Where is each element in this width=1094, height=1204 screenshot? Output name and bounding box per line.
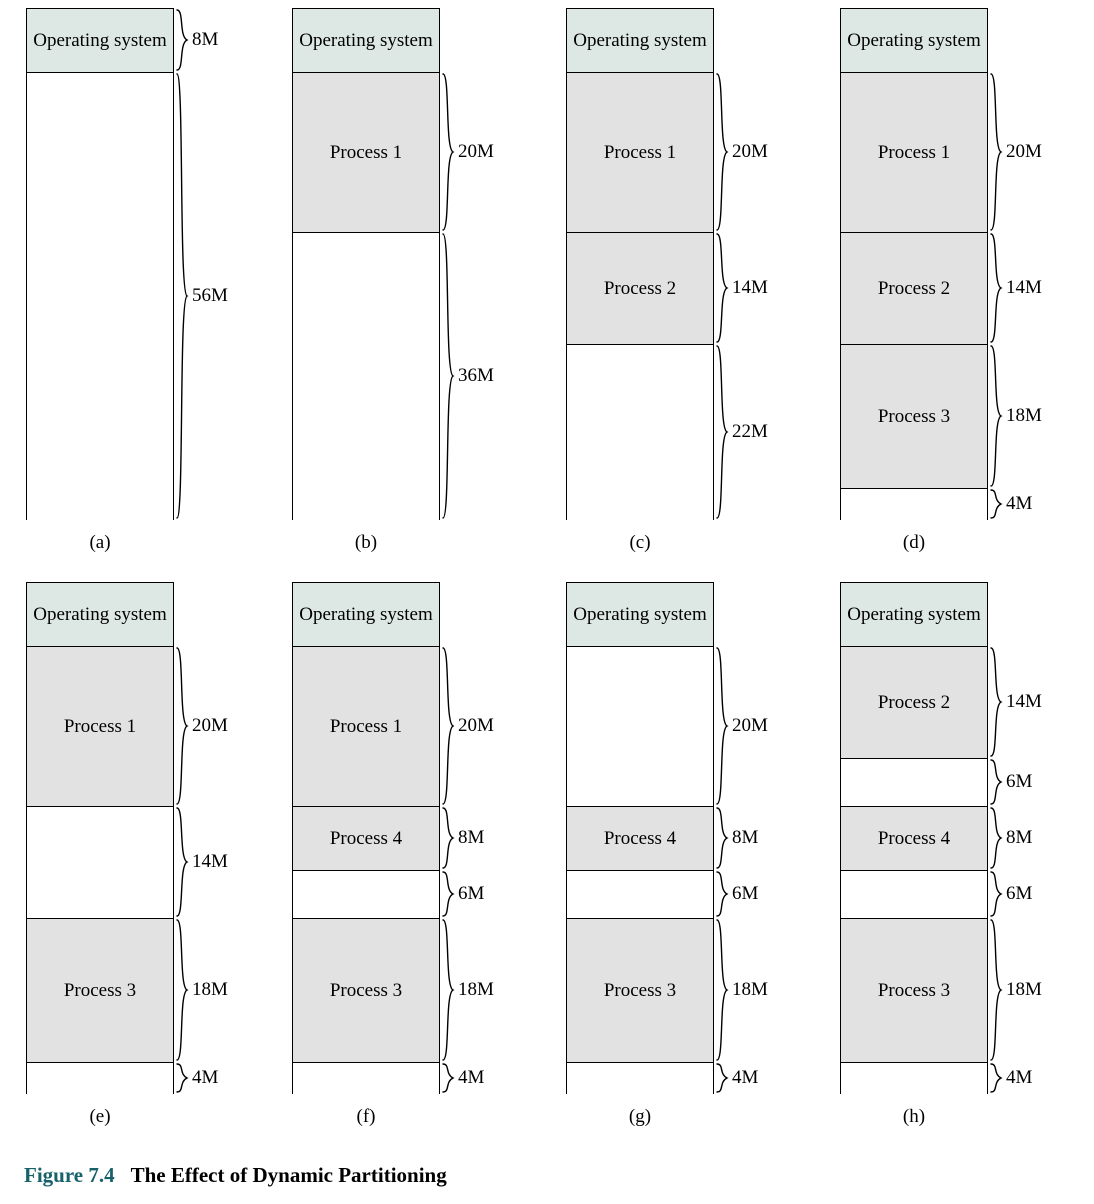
- size-measure: [716, 870, 758, 918]
- process-block: [293, 807, 439, 871]
- free-block: [567, 647, 713, 807]
- block-label: Operating system: [33, 29, 167, 51]
- size-label: 20M: [732, 141, 768, 162]
- block-label: Process 2: [603, 277, 677, 299]
- free-block: [841, 871, 987, 919]
- process-block: [841, 807, 987, 871]
- memory-column: [840, 8, 988, 520]
- block-label: Process 4: [329, 827, 403, 849]
- size-measure: [442, 870, 484, 918]
- free-block: [293, 1063, 439, 1095]
- size-label: 22M: [732, 421, 768, 442]
- panel-caption: (h): [902, 1106, 926, 1127]
- size-measure: [716, 232, 768, 344]
- size-measure: [176, 918, 228, 1062]
- os-block: [27, 9, 173, 73]
- os-block: [567, 9, 713, 73]
- block-label: Operating system: [847, 603, 981, 625]
- size-label: 20M: [732, 715, 768, 736]
- memory-column: [566, 582, 714, 1094]
- panel-caption: (d): [902, 532, 926, 553]
- panel-caption: (b): [354, 532, 378, 553]
- free-block: [293, 233, 439, 521]
- size-measure: [442, 232, 494, 520]
- process-block: [841, 919, 987, 1063]
- size-measure: [176, 72, 228, 520]
- size-measure: [442, 806, 484, 870]
- size-measure: [442, 646, 494, 806]
- process-block: [841, 73, 987, 233]
- size-measure: [990, 870, 1032, 918]
- process-block: [567, 919, 713, 1063]
- size-label: 8M: [732, 827, 759, 848]
- size-label: 18M: [1006, 405, 1042, 426]
- panel-caption: (f): [356, 1106, 376, 1127]
- size-label: 18M: [732, 979, 768, 1000]
- block-label: Process 1: [329, 141, 403, 163]
- size-label: 56M: [192, 285, 228, 306]
- memory-column: [292, 8, 440, 520]
- size-measure: [176, 8, 218, 72]
- panel-caption: (e): [89, 1106, 111, 1127]
- size-label: 36M: [458, 365, 494, 386]
- block-label: Operating system: [299, 603, 433, 625]
- block-label: Process 1: [603, 141, 677, 163]
- size-label: 20M: [192, 715, 228, 736]
- block-label: Process 1: [877, 141, 951, 163]
- block-label: Process 2: [877, 691, 951, 713]
- memory-column: [292, 582, 440, 1094]
- block-label: Operating system: [573, 29, 707, 51]
- size-label: 14M: [1006, 277, 1042, 298]
- size-label: 4M: [458, 1067, 485, 1088]
- size-measure: [990, 918, 1042, 1062]
- block-label: Operating system: [573, 603, 707, 625]
- process-block: [293, 919, 439, 1063]
- free-block: [841, 759, 987, 807]
- size-measure: [990, 488, 1032, 520]
- size-label: 6M: [1006, 771, 1033, 792]
- figure-caption: [24, 1163, 447, 1188]
- size-measure: [176, 646, 228, 806]
- block-label: Process 4: [603, 827, 677, 849]
- process-block: [567, 807, 713, 871]
- block-label: Process 2: [877, 277, 951, 299]
- process-block: [567, 233, 713, 345]
- size-measure: [990, 806, 1032, 870]
- block-label: Process 3: [877, 979, 951, 1001]
- free-block: [841, 489, 987, 521]
- block-label: Operating system: [33, 603, 167, 625]
- size-measure: [716, 1062, 758, 1094]
- size-label: 6M: [1006, 883, 1033, 904]
- free-block: [27, 73, 173, 521]
- size-label: 14M: [192, 851, 228, 872]
- memory-column: [26, 582, 174, 1094]
- block-label: Operating system: [299, 29, 433, 51]
- size-measure: [990, 232, 1042, 344]
- memory-column: [566, 8, 714, 520]
- process-block: [293, 73, 439, 233]
- size-label: 8M: [1006, 827, 1033, 848]
- process-block: [27, 919, 173, 1063]
- panel-caption: (c): [629, 532, 651, 553]
- block-label: Process 4: [877, 827, 951, 849]
- process-block: [841, 233, 987, 345]
- memory-column: [26, 8, 174, 520]
- size-label: 20M: [1006, 141, 1042, 162]
- free-block: [567, 871, 713, 919]
- size-label: 6M: [732, 883, 759, 904]
- size-label: 18M: [1006, 979, 1042, 1000]
- size-measure: [990, 758, 1032, 806]
- free-block: [293, 871, 439, 919]
- process-block: [27, 647, 173, 807]
- size-measure: [716, 918, 768, 1062]
- size-measure: [990, 646, 1042, 758]
- size-label: 14M: [1006, 691, 1042, 712]
- free-block: [841, 1063, 987, 1095]
- free-block: [567, 1063, 713, 1095]
- size-measure: [442, 1062, 484, 1094]
- process-block: [841, 647, 987, 759]
- size-measure: [442, 918, 494, 1062]
- os-block: [293, 9, 439, 73]
- block-label: Process 1: [63, 715, 137, 737]
- size-label: 18M: [458, 979, 494, 1000]
- size-label: 4M: [192, 1067, 219, 1088]
- block-label: Process 3: [329, 979, 403, 1001]
- size-label: 4M: [732, 1067, 759, 1088]
- size-label: 4M: [1006, 493, 1033, 514]
- os-block: [27, 583, 173, 647]
- panel-caption: (a): [89, 532, 111, 553]
- block-label: Process 1: [329, 715, 403, 737]
- size-measure: [176, 806, 228, 918]
- size-measure: [716, 344, 768, 520]
- size-measure: [990, 344, 1042, 488]
- size-measure: [716, 72, 768, 232]
- block-label: Process 3: [63, 979, 137, 1001]
- size-label: 20M: [458, 715, 494, 736]
- free-block: [27, 807, 173, 919]
- size-label: 20M: [458, 141, 494, 162]
- os-block: [841, 9, 987, 73]
- size-label: 8M: [458, 827, 485, 848]
- memory-column: [840, 582, 988, 1094]
- figure-title: The Effect of Dynamic Partitioning: [130, 1163, 447, 1187]
- size-label: 14M: [732, 277, 768, 298]
- os-block: [293, 583, 439, 647]
- size-label: 4M: [1006, 1067, 1033, 1088]
- figure-number: Figure 7.4: [24, 1163, 115, 1187]
- free-block: [567, 345, 713, 521]
- free-block: [27, 1063, 173, 1095]
- size-measure: [716, 646, 768, 806]
- process-block: [567, 73, 713, 233]
- process-block: [293, 647, 439, 807]
- process-block: [841, 345, 987, 489]
- panel-caption: (g): [628, 1106, 652, 1127]
- size-measure: [716, 806, 758, 870]
- size-measure: [990, 1062, 1032, 1094]
- block-label: Process 3: [877, 405, 951, 427]
- size-measure: [176, 1062, 218, 1094]
- block-label: Operating system: [847, 29, 981, 51]
- block-label: Process 3: [603, 979, 677, 1001]
- size-label: 6M: [458, 883, 485, 904]
- os-block: [567, 583, 713, 647]
- size-label: 8M: [192, 29, 219, 50]
- size-label: 18M: [192, 979, 228, 1000]
- size-measure: [442, 72, 494, 232]
- os-block: [841, 583, 987, 647]
- size-measure: [990, 72, 1042, 232]
